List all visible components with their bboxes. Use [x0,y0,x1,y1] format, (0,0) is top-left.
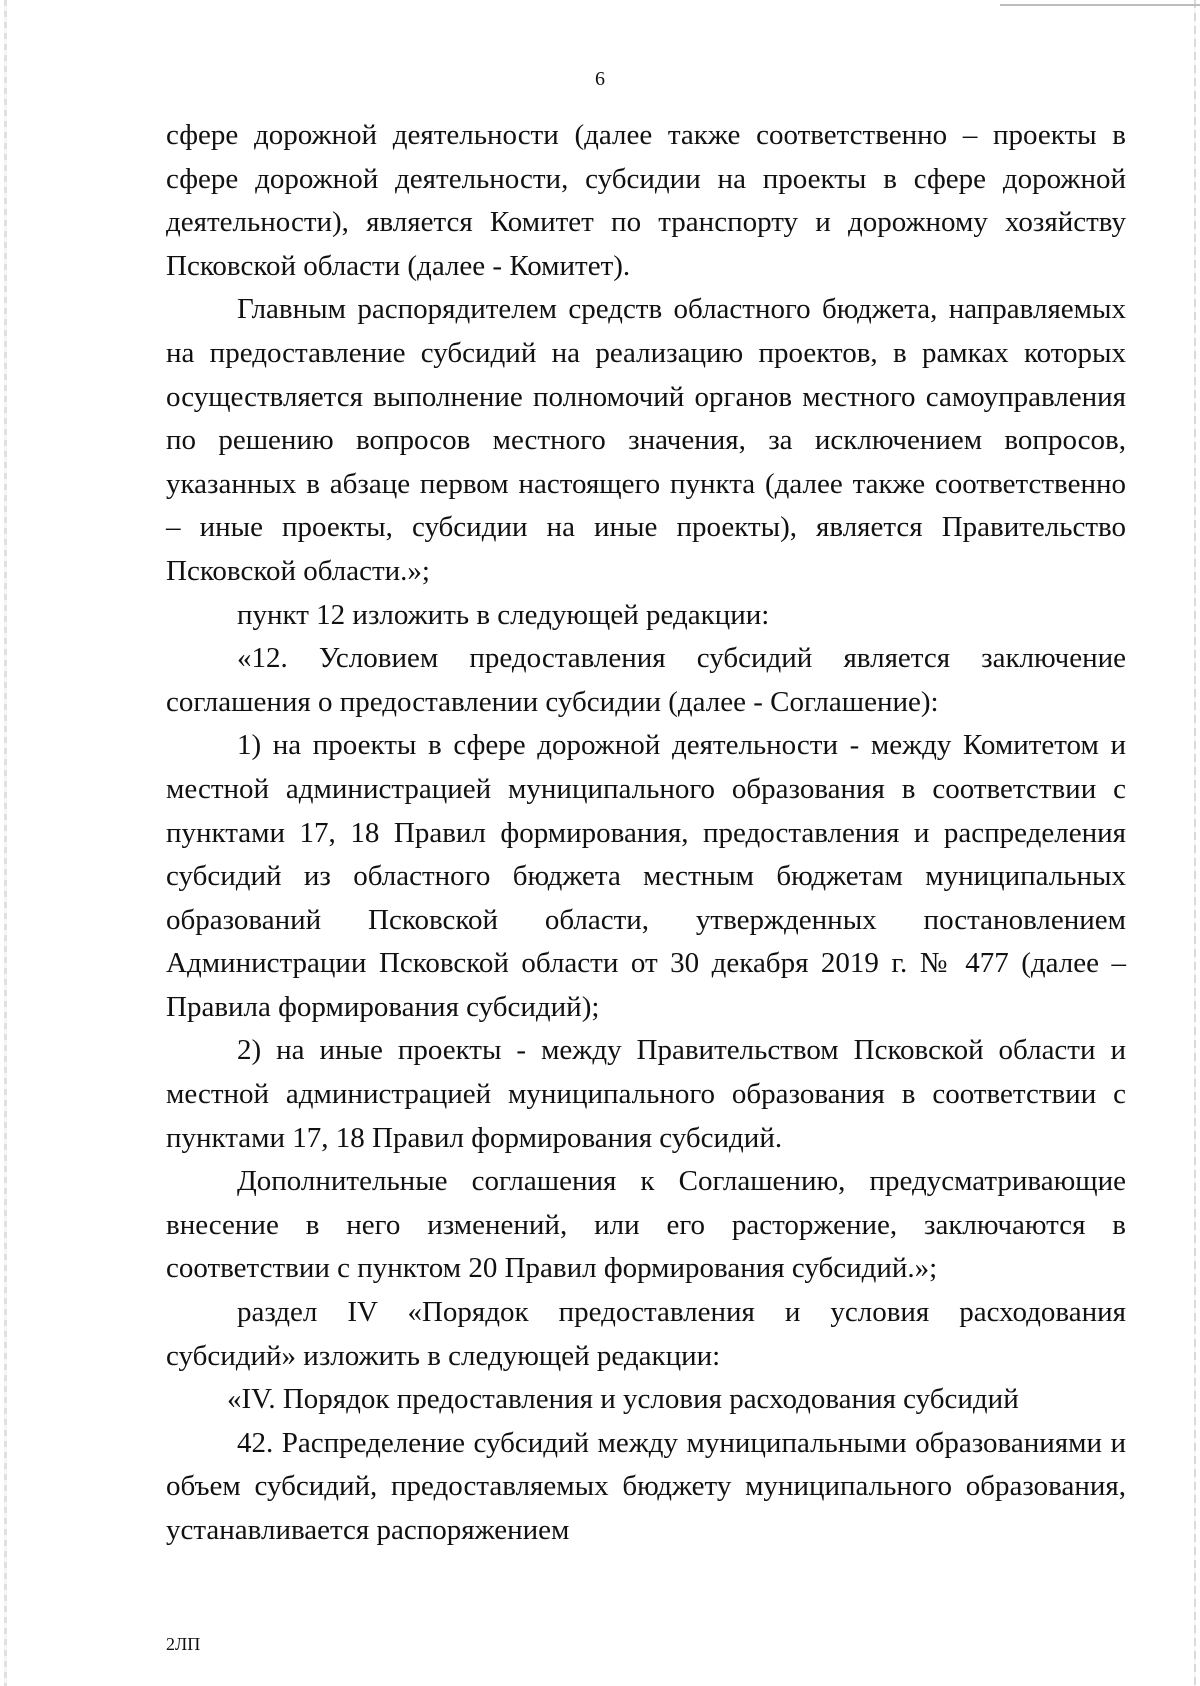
footer-code: 2ЛП [166,1634,201,1654]
document-body [166,114,1126,1553]
paragraph-item-12: «12. Условием предоставления субсидий является заключение соглашения о предоставлении субсидии (далее - Соглашение): [166,642,1126,718]
paragraph-item-42: 42. Распределение субсидий между муниципальными образованиями и объем субсидий, предоставляемых бюджету муниципального образования, устанавливается распоряжением [166,1426,1126,1546]
paragraph-subitem-2: 2) на иные проекты - между Правительством Псковской области и местной администрацией муниципального образования в соответствии с пунктами 17, 18 Правил формирования субсидий. [166,1034,1126,1154]
paragraph-continuation: сфере дорожной деятельности (далее также соответственно – проекты в сфере дорожной деятельности, субсидии на проекты в сфере дорожной деятельности), является Комитет по транспорту и дорожному хозяйству Псковской области (далее - Комитет). [166,119,1126,282]
paragraph-subitem-1: 1) на проекты в сфере дорожной деятельности - между Комитетом и местной администрацией муниципального образования в соответствии с пунктами 17, 18 Правил формирования, предоставления и распределения субсидий из областного бюджета местным бюджетам муниципальных образований Псковской области, утвержденных постановлением Администрации Псковской области от 30 декабря 2019 г. № 477 (далее – Правила формирования субсидий); [166,729,1126,1023]
scan-edge-right [1194,0,1196,1686]
section-iv-heading: «IV. Порядок предоставления и условия расходования субсидий [227,1383,1019,1416]
paragraph-item-12-intro: пункт 12 изложить в следующей редакции: [237,598,770,631]
page-number: 6 [595,68,605,90]
paragraph-additional-agreements: Дополнительные соглашения к Соглашению, предусматривающие внесение в него изменений, или его расторжение, заключаются в соответствии с пунктом 20 Правил формирования субсидий.»; [166,1165,1126,1285]
paragraph-section-iv-intro: раздел IV «Порядок предоставления и условия расходования субсидий» изложить в следующей редакции: [166,1296,1126,1372]
scan-edge-top [1000,4,1200,6]
scan-edge-left [4,0,7,1686]
paragraph-main-manager: Главным распорядителем средств областного бюджета, направляемых на предоставление субсидий на реализацию проектов, в рамках которых осуществляется выполнение полномочий органов местного самоуправления по решению вопросов местного значения, за исключением вопросов, указанных в абзаце первом настоящего пункта (далее также соответственно – иные проекты, субсидии на иные проекты), является Правительство Псковской области.»; [166,293,1126,587]
